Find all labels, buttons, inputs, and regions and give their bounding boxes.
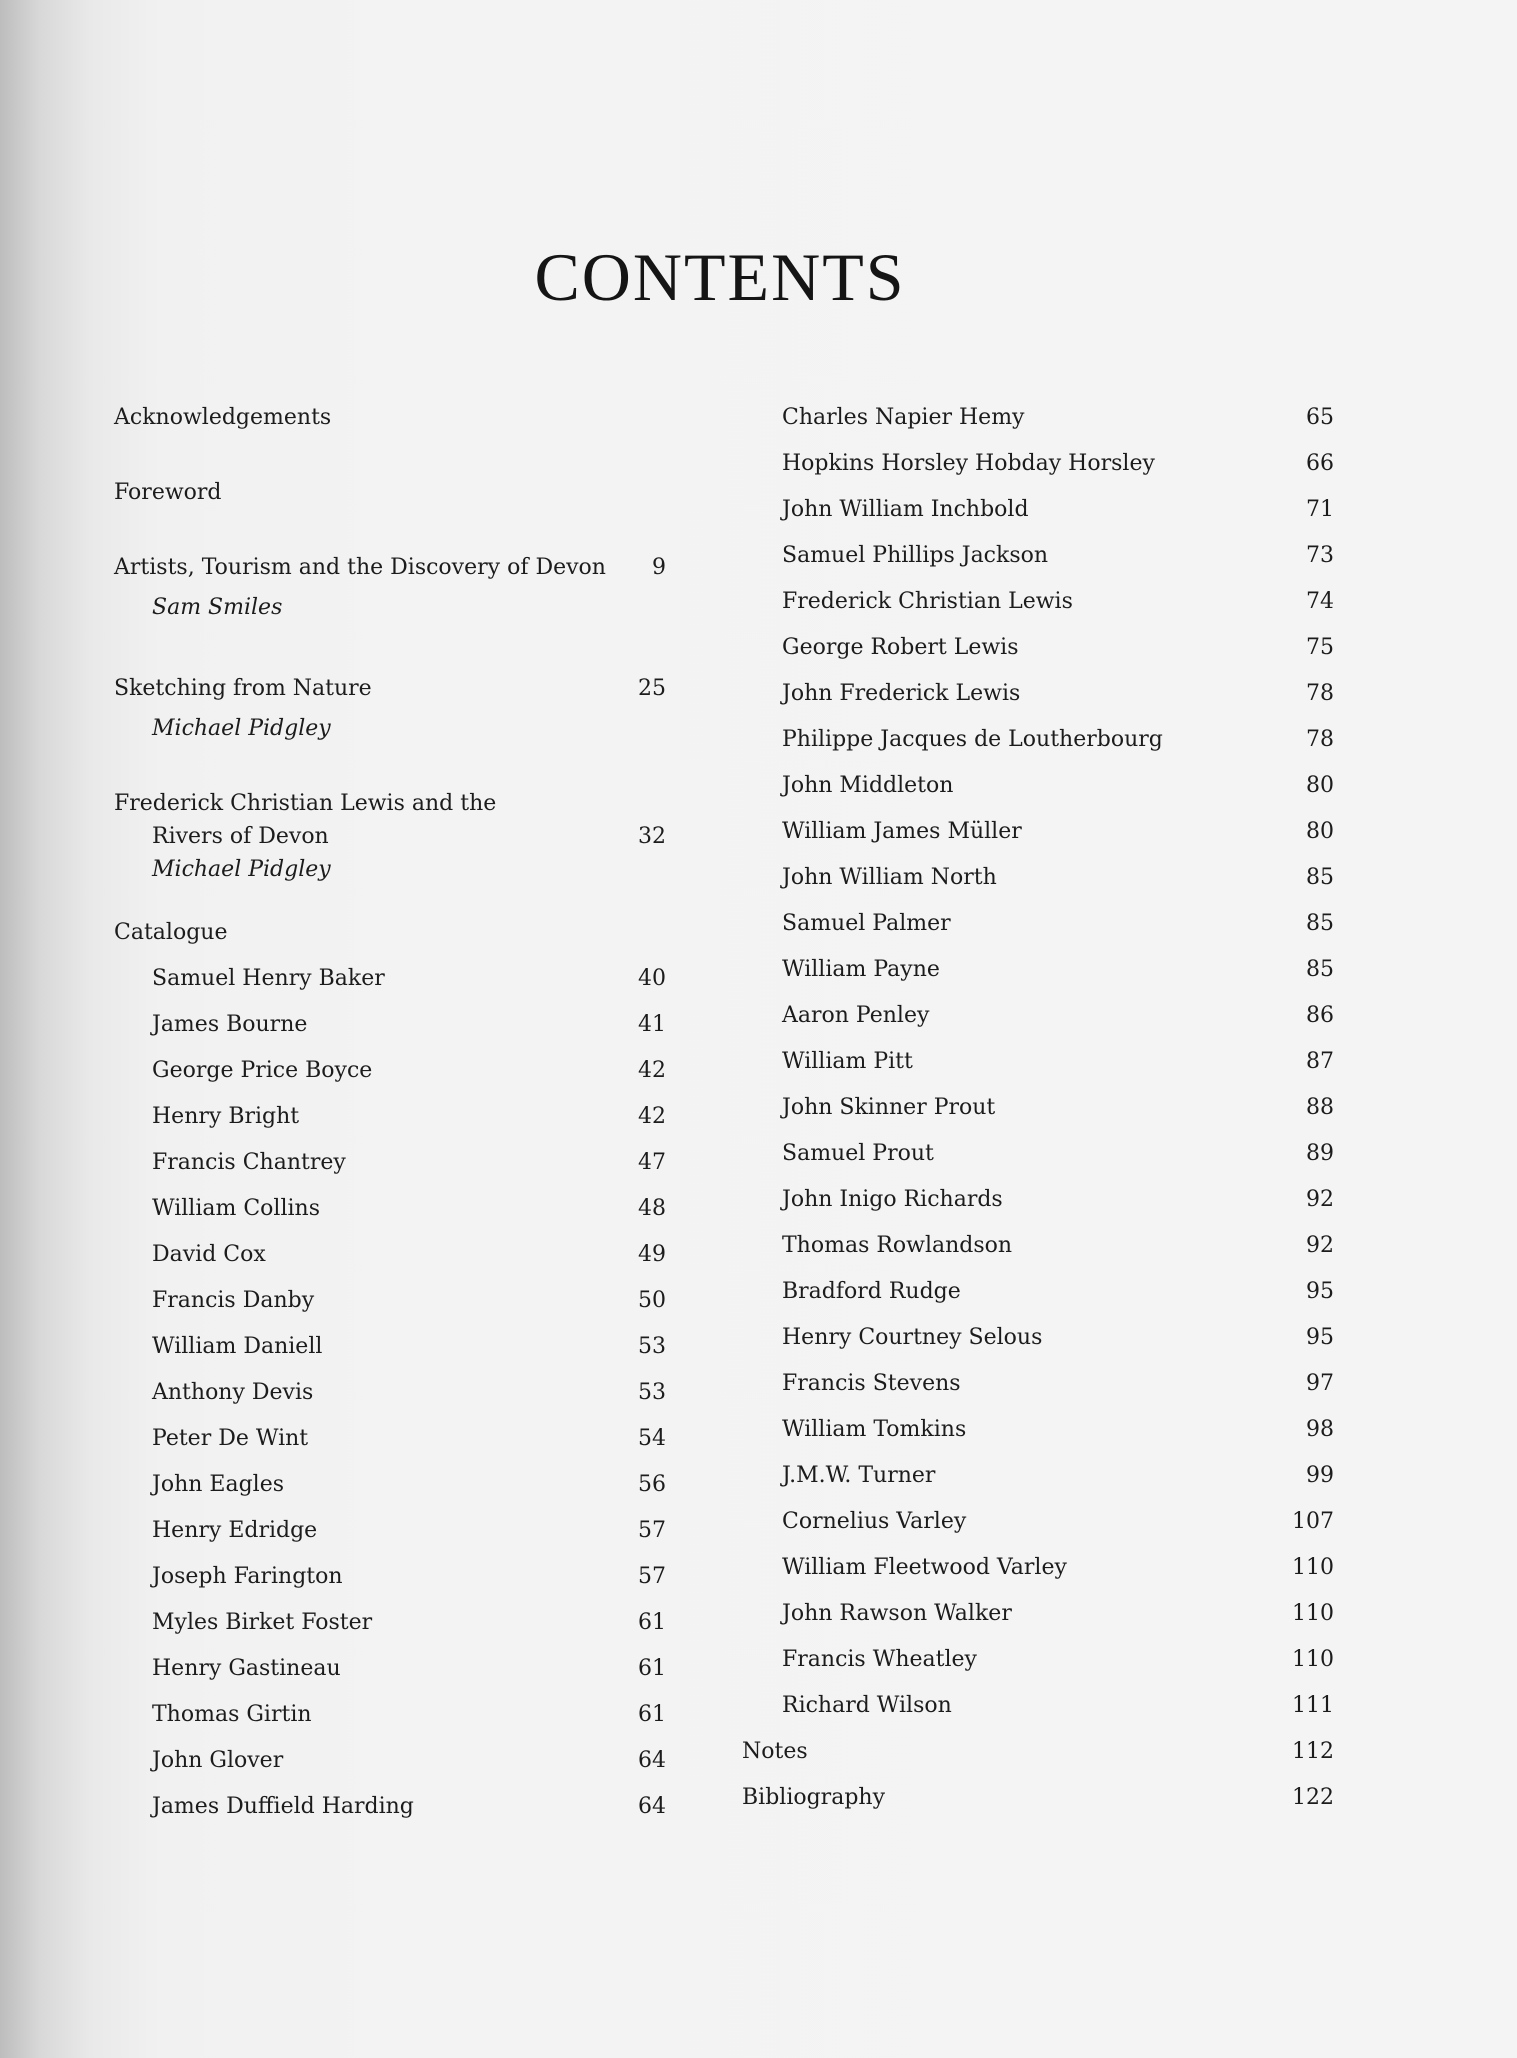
artist-name: Thomas Girtin <box>152 1702 312 1727</box>
toc-entry[interactable] <box>782 579 1334 625</box>
artist-name: James Duffield Harding <box>152 1794 414 1819</box>
toc-page-number: 56 <box>638 1472 666 1497</box>
artist-name: John Rawson Walker <box>782 1601 1012 1626</box>
toc-page-number: 85 <box>1306 911 1334 936</box>
toc-entry-author <box>114 591 666 624</box>
toc-page-number: 95 <box>1306 1325 1334 1350</box>
toc-page-number: 80 <box>1306 819 1334 844</box>
artist-name: David Cox <box>152 1242 266 1267</box>
artist-name: Francis Stevens <box>782 1371 961 1396</box>
toc-entry[interactable] <box>782 1683 1334 1729</box>
toc-entry-label: Acknowledgements <box>114 405 332 430</box>
artist-name: William Daniell <box>152 1334 323 1359</box>
toc-entry-acknowledgements[interactable] <box>114 395 666 441</box>
catalogue-list-right <box>782 395 1334 1729</box>
toc-page-number: 64 <box>638 1794 666 1819</box>
toc-entry[interactable] <box>782 395 1334 441</box>
toc-entry[interactable] <box>114 1462 666 1508</box>
toc-page-number: 57 <box>638 1564 666 1589</box>
artist-name: James Bourne <box>152 1012 308 1037</box>
toc-entry[interactable] <box>782 1269 1334 1315</box>
toc-page-number: 92 <box>1306 1187 1334 1212</box>
artist-name: Joseph Farington <box>152 1564 343 1589</box>
toc-entry[interactable] <box>782 1131 1334 1177</box>
toc-entry-essay-3[interactable] <box>114 787 666 820</box>
toc-page-number: 48 <box>638 1196 666 1221</box>
artist-name: John Skinner Prout <box>782 1095 996 1120</box>
toc-entry[interactable] <box>114 1232 666 1278</box>
toc-entry[interactable] <box>782 1315 1334 1361</box>
toc-page-number: 9 <box>652 555 666 580</box>
toc-entry[interactable] <box>114 1508 666 1554</box>
toc-section-catalogue[interactable] <box>114 910 666 956</box>
toc-entry[interactable] <box>782 487 1334 533</box>
toc-entry[interactable] <box>114 1600 666 1646</box>
artist-name: Henry Gastineau <box>152 1656 341 1681</box>
toc-entry-essay-1[interactable] <box>114 545 666 591</box>
artist-name: Henry Edridge <box>152 1518 318 1543</box>
artist-name: John Glover <box>152 1748 284 1773</box>
toc-page-number: 75 <box>1306 635 1334 660</box>
toc-entry-notes[interactable] <box>742 1729 1334 1775</box>
artist-name: Henry Bright <box>152 1104 300 1129</box>
toc-entry-label: Bibliography <box>742 1785 885 1810</box>
artist-name: Francis Chantrey <box>152 1150 346 1175</box>
toc-page-number: 66 <box>1306 451 1334 476</box>
toc-entry[interactable] <box>782 1545 1334 1591</box>
artist-name: Thomas Rowlandson <box>782 1233 1013 1258</box>
artist-name: Philippe Jacques de Loutherbourg <box>782 727 1163 752</box>
toc-page-number: 41 <box>638 1012 666 1037</box>
artist-name: William Tomkins <box>782 1417 967 1442</box>
toc-page-number: 112 <box>1292 1739 1334 1764</box>
toc-entry[interactable] <box>782 993 1334 1039</box>
toc-page-number: 110 <box>1292 1601 1334 1626</box>
toc-entry-foreword[interactable] <box>114 470 666 516</box>
toc-entry[interactable] <box>782 441 1334 487</box>
toc-entry[interactable] <box>114 1370 666 1416</box>
toc-page-number: 74 <box>1306 589 1334 614</box>
toc-entry[interactable] <box>114 1002 666 1048</box>
artist-name: Peter De Wint <box>152 1426 309 1451</box>
artist-name: Hopkins Horsley Hobday Horsley <box>782 451 1155 476</box>
toc-entry[interactable] <box>114 1784 666 1830</box>
catalogue-list-left <box>114 956 666 1830</box>
toc-entry-author <box>114 712 666 745</box>
toc-entry[interactable] <box>782 947 1334 993</box>
artist-name: Anthony Devis <box>152 1380 314 1405</box>
toc-entry[interactable] <box>782 1223 1334 1269</box>
artist-name: John Middleton <box>782 773 954 798</box>
toc-page-number: 73 <box>1306 543 1334 568</box>
toc-entry[interactable] <box>114 1048 666 1094</box>
toc-entry[interactable] <box>782 855 1334 901</box>
toc-entry[interactable] <box>782 717 1334 763</box>
artist-name: John Eagles <box>152 1472 284 1497</box>
contents-right-column <box>742 395 1334 1821</box>
artist-name: John William Inchbold <box>782 497 1029 522</box>
toc-entry[interactable] <box>782 901 1334 947</box>
artist-name: Samuel Palmer <box>782 911 951 936</box>
artist-name: Samuel Prout <box>782 1141 934 1166</box>
toc-page-number: 53 <box>638 1380 666 1405</box>
toc-entry[interactable] <box>782 1591 1334 1637</box>
artist-name: Samuel Henry Baker <box>152 966 385 991</box>
toc-page-number: 65 <box>1306 405 1334 430</box>
artist-name: John Inigo Richards <box>782 1187 1003 1212</box>
artist-name: Frederick Christian Lewis <box>782 589 1073 614</box>
toc-entry-label: Rivers of Devon <box>152 824 329 849</box>
toc-entry-author <box>114 853 666 886</box>
toc-page-number: 88 <box>1306 1095 1334 1120</box>
toc-entry[interactable] <box>114 1278 666 1324</box>
toc-page-number: 47 <box>638 1150 666 1175</box>
artist-name: Charles Napier Hemy <box>782 405 1025 430</box>
toc-page-number: 61 <box>638 1610 666 1635</box>
artist-name: George Robert Lewis <box>782 635 1019 660</box>
toc-page-number: 85 <box>1306 865 1334 890</box>
artist-name: George Price Boyce <box>152 1058 373 1083</box>
toc-entry[interactable] <box>114 1186 666 1232</box>
toc-page-number: 50 <box>638 1288 666 1313</box>
toc-entry[interactable] <box>114 1416 666 1462</box>
toc-page-number: 42 <box>638 1058 666 1083</box>
toc-entry[interactable] <box>114 1094 666 1140</box>
artist-name: Francis Danby <box>152 1288 315 1313</box>
toc-page-number: 86 <box>1306 1003 1334 1028</box>
toc-page-number: 25 <box>638 676 666 701</box>
toc-page-number: 78 <box>1306 681 1334 706</box>
toc-entry-label: Notes <box>742 1739 808 1764</box>
artist-name: John William North <box>782 865 997 890</box>
toc-entry[interactable] <box>782 1637 1334 1683</box>
toc-page-number: 95 <box>1306 1279 1334 1304</box>
toc-entry-label: Foreword <box>114 480 222 505</box>
toc-page-number: 122 <box>1292 1785 1334 1810</box>
toc-page-number: 110 <box>1292 1647 1334 1672</box>
toc-entry[interactable] <box>782 763 1334 809</box>
toc-entry[interactable] <box>782 625 1334 671</box>
artist-name: Bradford Rudge <box>782 1279 961 1304</box>
toc-entry-label: Artists, Tourism and the Discovery of Devon <box>114 555 606 580</box>
toc-entry[interactable] <box>782 1177 1334 1223</box>
artist-name: Samuel Phillips Jackson <box>782 543 1049 568</box>
toc-entry[interactable] <box>114 1554 666 1600</box>
artist-name: Cornelius Varley <box>782 1509 967 1534</box>
contents-left-column <box>114 395 666 1830</box>
toc-page-number: 57 <box>638 1518 666 1543</box>
toc-page-number: 49 <box>638 1242 666 1267</box>
toc-page-number: 110 <box>1292 1555 1334 1580</box>
toc-entry[interactable] <box>114 1738 666 1784</box>
toc-entry[interactable] <box>782 1453 1334 1499</box>
toc-page-number: 87 <box>1306 1049 1334 1074</box>
toc-page-number: 40 <box>638 966 666 991</box>
toc-entry-bibliography[interactable] <box>742 1775 1334 1821</box>
toc-page-number: 54 <box>638 1426 666 1451</box>
toc-entry[interactable] <box>782 1361 1334 1407</box>
toc-entry[interactable] <box>114 1140 666 1186</box>
artist-name: Aaron Penley <box>782 1003 930 1028</box>
toc-entry-essay-2[interactable] <box>114 666 666 712</box>
toc-page-number: 78 <box>1306 727 1334 752</box>
toc-page-number: 61 <box>638 1702 666 1727</box>
artist-name: Myles Birket Foster <box>152 1610 373 1635</box>
artist-name: John Frederick Lewis <box>782 681 1021 706</box>
toc-page-number: 99 <box>1306 1463 1334 1488</box>
artist-name: William Pitt <box>782 1049 913 1074</box>
toc-entry[interactable] <box>114 1324 666 1370</box>
author-name: Michael Pidgley <box>152 716 331 741</box>
artist-name: William James Müller <box>782 819 1022 844</box>
toc-page-number: 80 <box>1306 773 1334 798</box>
toc-page-number: 42 <box>638 1104 666 1129</box>
artist-name: William Fleetwood Varley <box>782 1555 1067 1580</box>
toc-entry[interactable] <box>114 1646 666 1692</box>
toc-entry[interactable] <box>114 956 666 1002</box>
artist-name: J.M.W. Turner <box>782 1463 936 1488</box>
toc-page-number: 111 <box>1292 1693 1334 1718</box>
artist-name: William Collins <box>152 1196 320 1221</box>
toc-entry[interactable] <box>782 809 1334 855</box>
toc-entry[interactable] <box>782 533 1334 579</box>
toc-page-number: 61 <box>638 1656 666 1681</box>
artist-name: Richard Wilson <box>782 1693 952 1718</box>
toc-entry[interactable] <box>782 671 1334 717</box>
toc-entry-essay-3-continued[interactable] <box>114 820 666 853</box>
author-name: Michael Pidgley <box>152 857 331 882</box>
toc-page-number: 107 <box>1292 1509 1334 1534</box>
toc-page-number: 98 <box>1306 1417 1334 1442</box>
toc-entry-label: Sketching from Nature <box>114 676 372 701</box>
toc-entry[interactable] <box>782 1499 1334 1545</box>
catalogue-heading: Catalogue <box>114 920 228 945</box>
artist-name: Francis Wheatley <box>782 1647 977 1672</box>
artist-name: William Payne <box>782 957 940 982</box>
toc-page-number: 64 <box>638 1748 666 1773</box>
toc-page-number: 71 <box>1306 497 1334 522</box>
toc-page-number: 32 <box>638 824 666 849</box>
toc-page-number: 97 <box>1306 1371 1334 1396</box>
page-title: CONTENTS <box>534 239 906 315</box>
artist-name: Henry Courtney Selous <box>782 1325 1043 1350</box>
author-name: Sam Smiles <box>152 595 283 620</box>
toc-page-number: 89 <box>1306 1141 1334 1166</box>
toc-page-number: 85 <box>1306 957 1334 982</box>
toc-entry[interactable] <box>782 1039 1334 1085</box>
toc-entry[interactable] <box>114 1692 666 1738</box>
toc-entry[interactable] <box>782 1085 1334 1131</box>
toc-entry-label: Frederick Christian Lewis and the <box>114 791 497 816</box>
toc-page-number: 53 <box>638 1334 666 1359</box>
toc-entry[interactable] <box>782 1407 1334 1453</box>
toc-page-number: 92 <box>1306 1233 1334 1258</box>
